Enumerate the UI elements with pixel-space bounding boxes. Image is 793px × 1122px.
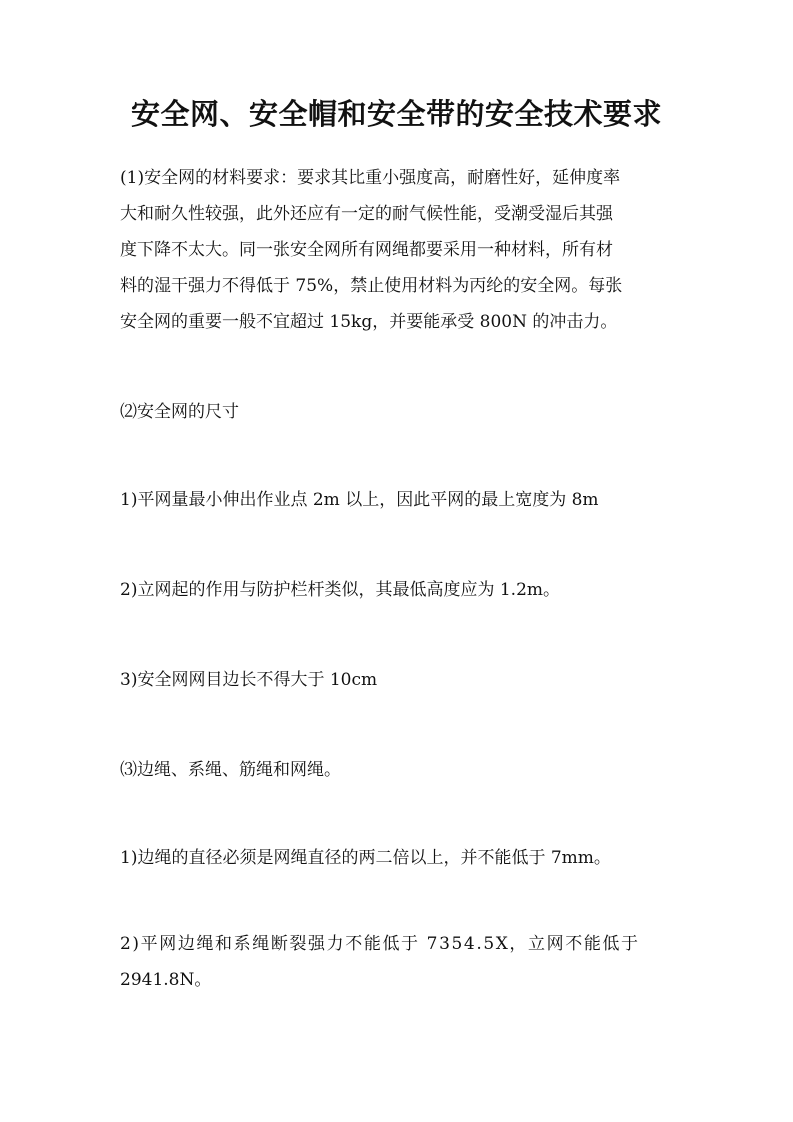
- list-item-flat-net: 1)平网量最小伸出作业点 2m 以上，因此平网的最上宽度为 8m: [120, 490, 599, 510]
- paragraph-line: 安全网的重要一般不宜超过 15kg，并要能承受 800N 的冲击力。: [120, 312, 618, 332]
- paragraph-material-requirements: [120, 160, 676, 340]
- section-heading-ropes: ⑶边绳、系绳、筋绳和网绳。: [120, 760, 341, 780]
- list-item-mesh-size: 3)安全网网目边长不得大于 10cm: [120, 670, 378, 690]
- list-item-edge-rope: 1)边绳的直径必须是网绳直径的两二倍以上，并不能低于 7mm。: [120, 848, 611, 868]
- paragraph-line: 2)平网边绳和系绳断裂强力不能低于 7354.5X，立网不能低于: [120, 934, 640, 954]
- document-title: 安全网、安全帽和安全带的安全技术要求: [130, 97, 662, 131]
- list-item-vertical-net: 2)立网起的作用与防护栏杆类似，其最低高度应为 1.2m。: [120, 580, 561, 600]
- paragraph-line: 2941.8N。: [120, 970, 212, 990]
- paragraph-line: (1)安全网的材料要求：要求其比重小强度高，耐磨性好，延伸度率: [120, 168, 621, 188]
- list-item-breaking-strength: [120, 926, 676, 998]
- paragraph-line: 料的湿干强力不得低于 75%，禁止使用材料为丙纶的安全网。每张: [120, 276, 623, 296]
- paragraph-line: 大和耐久性较强，此外还应有一定的耐气候性能，受潮受湿后其强: [120, 204, 613, 224]
- section-heading-net-size: ⑵安全网的尺寸: [120, 402, 239, 422]
- paragraph-line: 度下降不太大。同一张安全网所有网绳都要采用一种材料，所有材: [120, 240, 613, 260]
